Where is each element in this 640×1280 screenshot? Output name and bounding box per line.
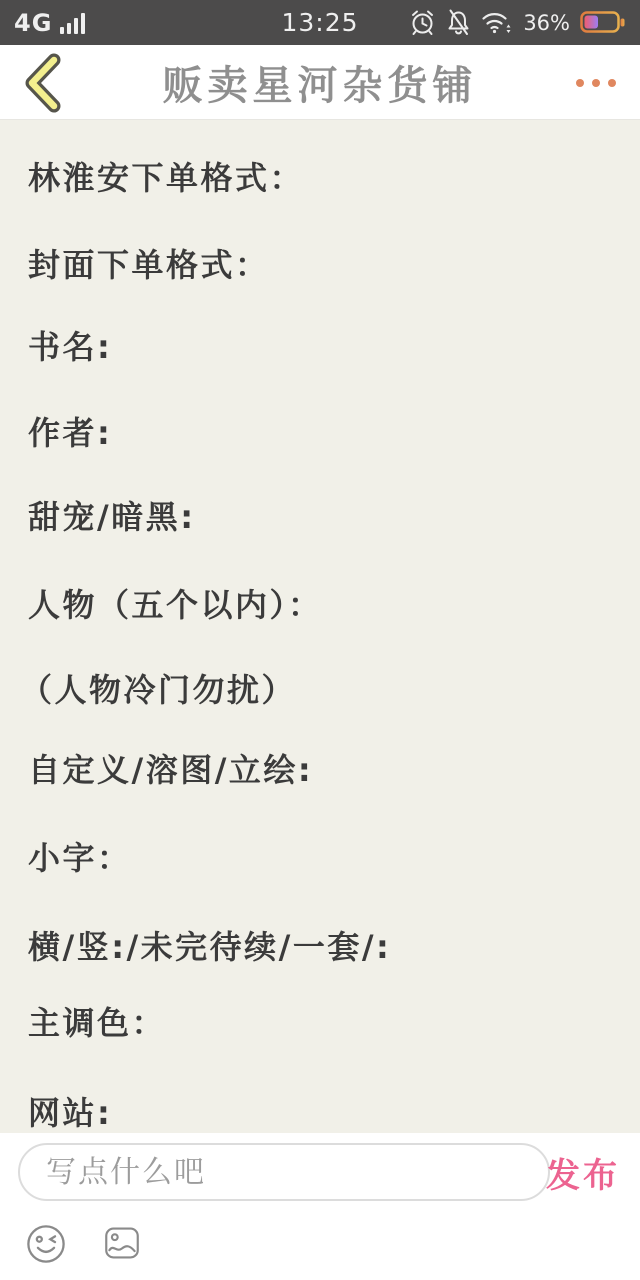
signal-strength-icon — [60, 11, 87, 34]
image-picker-icon — [104, 1225, 140, 1261]
post-text-line: （人物冷门勿扰） — [20, 671, 297, 709]
image-picker-button[interactable] — [104, 1225, 140, 1261]
ellipsis-dot — [576, 79, 584, 87]
clock: 13:25 — [281, 8, 359, 37]
post-text-line: 主调色： — [28, 1004, 167, 1042]
header — [0, 45, 640, 120]
wifi-icon — [481, 9, 513, 36]
alarm-icon — [409, 9, 436, 36]
post-text-line: 书名: — [28, 328, 113, 366]
post-content — [0, 120, 640, 1133]
ellipsis-dot — [608, 79, 616, 87]
battery-percent-label: 36% — [523, 10, 570, 35]
post-text-line: 作者: — [28, 414, 113, 452]
post-text-line: 小字： — [28, 839, 132, 877]
post-text-line: 人物（五个以内）： — [28, 586, 323, 624]
post-text-line: 封面下单格式： — [28, 246, 270, 284]
status-bar — [0, 0, 640, 45]
battery-icon — [580, 10, 626, 36]
post-text-line: 林淮安下单格式： — [28, 159, 305, 197]
page-title: 贩卖星河杂货铺 — [162, 63, 478, 109]
comment-input-pill[interactable] — [18, 1143, 550, 1201]
more-menu-button[interactable] — [572, 71, 620, 95]
notifications-muted-icon — [446, 9, 471, 36]
ellipsis-dot — [592, 79, 600, 87]
comment-input[interactable] — [20, 1145, 548, 1199]
status-left — [14, 9, 87, 37]
post-text-line: 网站: — [28, 1094, 113, 1132]
emoji-button[interactable] — [26, 1224, 66, 1264]
back-button[interactable] — [18, 53, 66, 113]
network-type-label: 4G — [14, 8, 53, 37]
post-text-line: 自定义/溶图/立绘: — [28, 751, 314, 789]
emoji-icon — [26, 1224, 66, 1264]
post-text-line: 横/竖:/未完待续/一套/: — [28, 928, 392, 966]
comment-bar — [0, 1133, 640, 1280]
publish-button[interactable]: 发布 — [546, 1143, 620, 1201]
status-right — [409, 9, 626, 36]
post-text-line: 甜宠/暗黑: — [28, 498, 196, 536]
